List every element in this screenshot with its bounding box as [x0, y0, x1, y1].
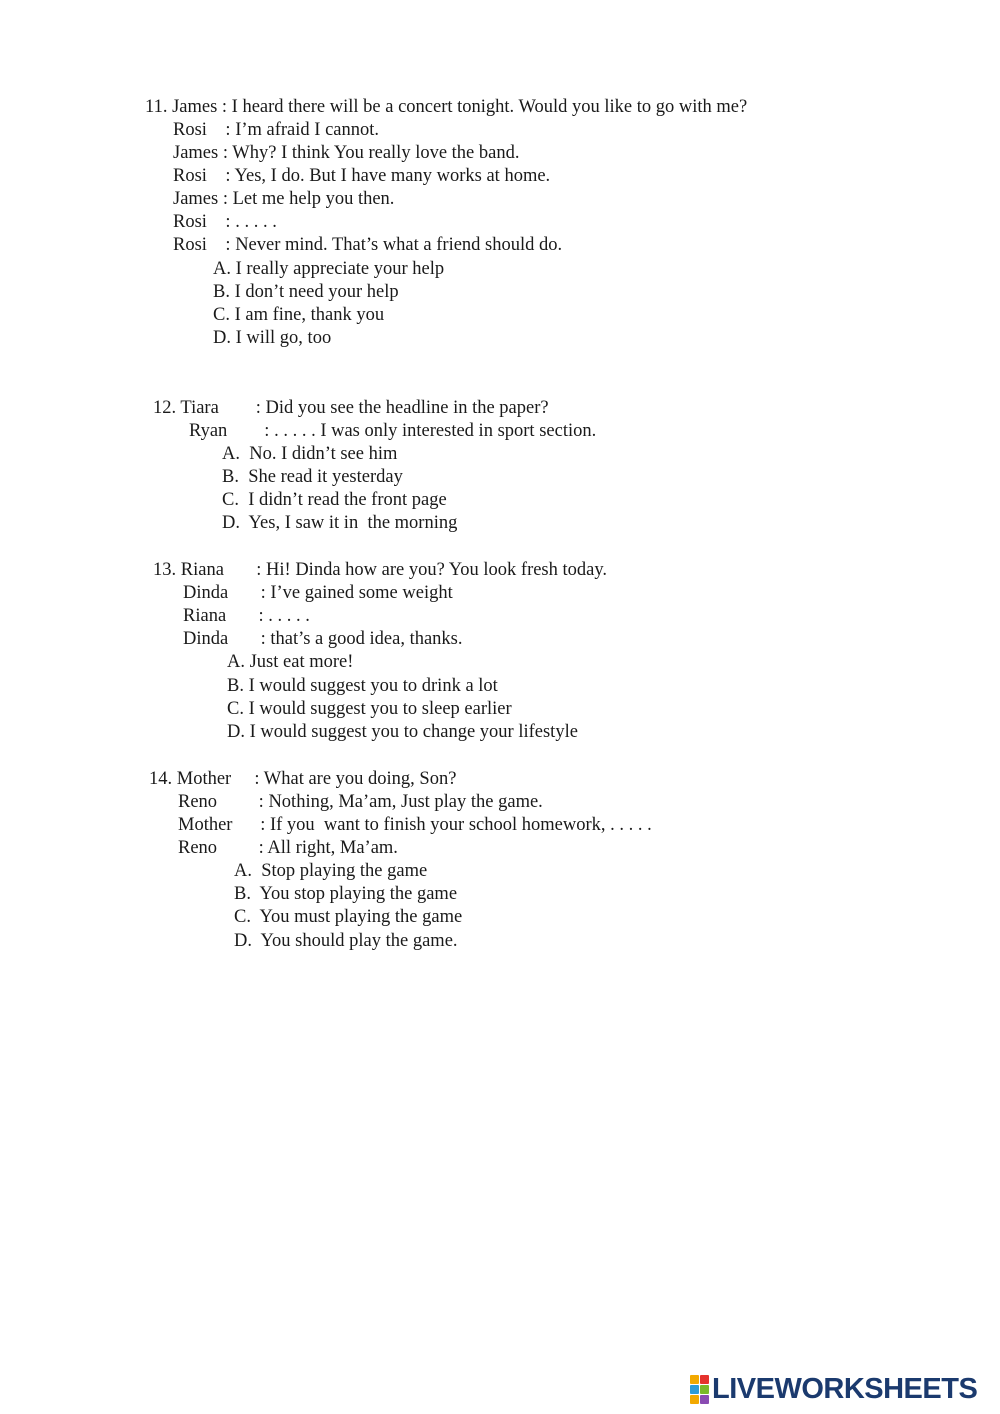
answer-option[interactable]: D. You should play the game.	[234, 931, 458, 951]
logo-tile	[690, 1385, 699, 1394]
answer-option[interactable]: C. You must playing the game	[234, 907, 463, 927]
liveworksheets-logo[interactable]	[690, 1374, 977, 1404]
dialogue-line: Rosi : Never mind. That’s what a friend should do.	[173, 235, 563, 255]
answer-option[interactable]: A. Stop playing the game	[234, 861, 428, 881]
answer-option[interactable]: B. I don’t need your help	[213, 282, 399, 302]
dialogue-line: 12. Tiara : Did you see the headline in the paper?	[153, 398, 549, 418]
logo-tile	[700, 1395, 709, 1404]
dialogue-line: Reno : Nothing, Ma’am, Just play the game.	[178, 792, 543, 812]
dialogue-line: Dinda : I’ve gained some weight	[183, 583, 453, 603]
logo-tile	[690, 1395, 699, 1404]
logo-tile	[700, 1385, 709, 1394]
dialogue-line: Riana : . . . . .	[183, 606, 310, 626]
dialogue-line: Rosi : Yes, I do. But I have many works at home.	[173, 166, 551, 186]
dialogue-line: James : Why? I think You really love the band.	[173, 143, 520, 163]
dialogue-line: 14. Mother : What are you doing, Son?	[149, 769, 457, 789]
dialogue-line: Rosi : I’m afraid I cannot.	[173, 120, 380, 140]
answer-option[interactable]: A. No. I didn’t see him	[222, 444, 398, 464]
answer-option[interactable]: C. I didn’t read the front page	[222, 490, 447, 510]
dialogue-line: Reno : All right, Ma’am.	[178, 838, 398, 858]
dialogue-line: James : Let me help you then.	[173, 189, 395, 209]
answer-option[interactable]: A. Just eat more!	[227, 652, 354, 672]
logo-icon	[690, 1375, 709, 1404]
dialogue-line: Ryan : . . . . . I was only interested in sport section.	[189, 421, 597, 441]
logo-tile	[690, 1375, 699, 1384]
answer-option[interactable]: C. I am fine, thank you	[213, 305, 385, 325]
logo-tile	[700, 1375, 709, 1384]
answer-option[interactable]: D. I will go, too	[213, 328, 332, 348]
answer-option[interactable]: B. She read it yesterday	[222, 467, 403, 487]
answer-option[interactable]: D. Yes, I saw it in the morning	[222, 513, 458, 533]
dialogue-line: Rosi : . . . . .	[173, 212, 277, 232]
answer-option[interactable]: B. You stop playing the game	[234, 884, 458, 904]
logo-text: LIVEWORKSHEETS	[712, 1373, 978, 1405]
answer-option[interactable]: C. I would suggest you to sleep earlier	[227, 699, 512, 719]
answer-option[interactable]: A. I really appreciate your help	[213, 259, 445, 279]
dialogue-line: Dinda : that’s a good idea, thanks.	[183, 629, 463, 649]
dialogue-line: 11. James : I heard there will be a concert tonight. Would you like to go with me?	[145, 97, 748, 117]
dialogue-line: Mother : If you want to finish your school homework, . . . . .	[178, 815, 652, 835]
dialogue-line: 13. Riana : Hi! Dinda how are you? You look fresh today.	[153, 560, 608, 580]
answer-option[interactable]: D. I would suggest you to change your lifestyle	[227, 722, 578, 742]
answer-option[interactable]: B. I would suggest you to drink a lot	[227, 676, 498, 696]
